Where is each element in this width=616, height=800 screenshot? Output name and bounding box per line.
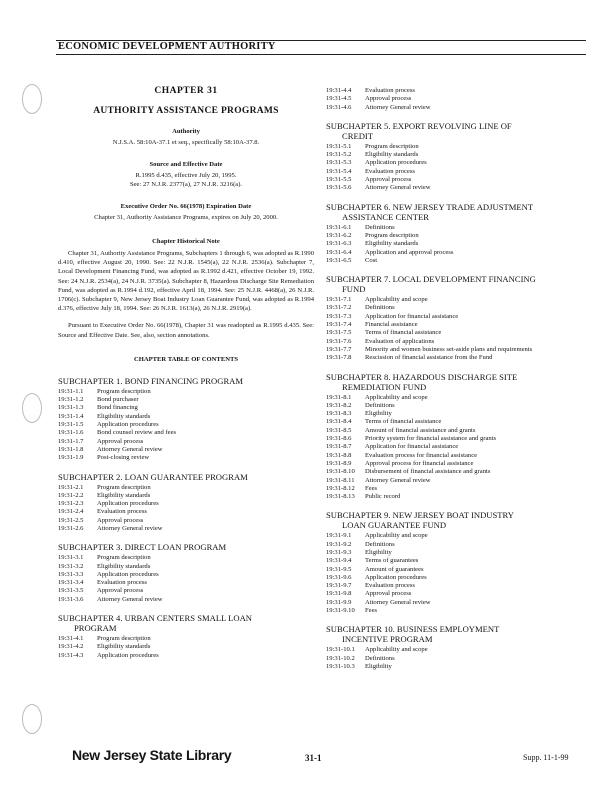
subchapter-heading-line-2: LOAN GUARANTEE FUND [342, 520, 447, 531]
toc-entry [58, 517, 314, 525]
section-title: Fees [365, 607, 378, 615]
section-title: Eligibility standards [365, 240, 419, 248]
toc-entry [326, 574, 588, 582]
section-number: 19:31-8.7 [326, 443, 352, 451]
toc-entry [326, 582, 588, 590]
section-title: Program description [97, 554, 151, 562]
punch-hole-middle [22, 393, 42, 423]
chapter-number: CHAPTER 31 [154, 86, 218, 96]
section-title: Definitions [365, 401, 395, 409]
toc-entry [58, 388, 314, 396]
toc-entry [326, 87, 588, 95]
section-number: 19:31-2.2 [58, 491, 84, 499]
section-title: Eligibility standards [97, 562, 151, 570]
section-number: 19:31-2.4 [58, 508, 84, 516]
section-number: 19:31-10.2 [326, 654, 355, 662]
section-title: Bond financing [97, 404, 138, 412]
subchapter-entries [58, 635, 314, 660]
section-number: 19:31-5.6 [326, 184, 352, 192]
toc-entry [326, 410, 588, 418]
section-title: Program description [365, 231, 419, 239]
section-title: Terms of financial assistance [365, 329, 442, 337]
section-number: 19:31-3.2 [58, 562, 84, 570]
toc-entry [326, 607, 588, 615]
section-number: 19:31-5.5 [326, 176, 352, 184]
section-title: Evaluation process for financial assistance [365, 451, 478, 459]
subchapter-entries [326, 143, 588, 193]
toc-entry [58, 446, 314, 454]
section-title: Evaluation process [97, 579, 147, 587]
section-title: Applicability and scope [365, 296, 428, 304]
subchapter-heading [326, 372, 588, 392]
subchapter-heading [326, 202, 588, 222]
toc-entry [326, 566, 588, 574]
section-title: Application procedures [97, 651, 159, 659]
subchapter-heading-line-1: SUBCHAPTER 2. LOAN GUARANTEE PROGRAM [58, 471, 248, 482]
section-title: Definitions [365, 654, 395, 662]
section-title: Approval process [97, 516, 144, 524]
section-number: 19:31-2.3 [58, 500, 84, 508]
subchapter-entries [326, 646, 588, 671]
section-number: 19:31-1.5 [58, 421, 84, 429]
section-number: 19:31-7.2 [326, 304, 352, 312]
section-number: 19:31-7.4 [326, 321, 352, 329]
section-title: Evaluation of applications [365, 337, 435, 345]
section-title: Attorney General review [97, 445, 163, 453]
section-title: Eligibility standards [97, 412, 151, 420]
section-title: Application for financial assistance [365, 312, 459, 320]
toc-entry [326, 104, 588, 112]
toc-entry [58, 454, 314, 462]
subchapter-heading-line-2: FUND [342, 284, 366, 295]
section-title: Application procedures [97, 421, 159, 429]
section-number: 19:31-8.12 [326, 484, 355, 492]
section-title: Public record [365, 493, 401, 501]
right-subchapter-list [326, 121, 588, 671]
section-title: Application procedures [97, 570, 159, 578]
toc-entry [326, 329, 588, 337]
right-column [326, 87, 588, 671]
section-number: 19:31-8.3 [326, 410, 352, 418]
history-heading: Chapter Historical Note [152, 238, 220, 245]
section-number: 19:31-5.4 [326, 167, 352, 175]
subchapter-entries [58, 554, 314, 604]
toc-entry [58, 508, 314, 516]
section-title: Application procedures [365, 159, 427, 167]
section-number: 19:31-1.9 [58, 454, 84, 462]
section-title: Program description [97, 387, 151, 395]
section-number: 19:31-7.5 [326, 329, 352, 337]
section-title: Evaluation process [365, 582, 415, 590]
section-number: 19:31-9.3 [326, 548, 352, 556]
section-title: Evaluation process [97, 508, 147, 516]
section-title: Attorney General review [365, 598, 431, 606]
toc-entry [326, 151, 588, 159]
section-number: 19:31-1.3 [58, 404, 84, 412]
section-title: Application and approval process [365, 248, 454, 256]
section-title: Eligibility [365, 662, 392, 670]
toc-entry [326, 304, 588, 312]
section-number: 19:31-9.1 [326, 532, 352, 540]
toc-entry [326, 354, 588, 362]
section-number: 19:31-9.8 [326, 590, 352, 598]
section-number: 19:31-8.9 [326, 459, 352, 467]
section-number: 19:31-6.2 [326, 231, 352, 239]
toc-entry [326, 452, 588, 460]
section-number: 19:31-9.5 [326, 565, 352, 573]
section-number: 19:31-3.6 [58, 595, 84, 603]
toc-heading: CHAPTER TABLE OF CONTENTS [133, 355, 239, 363]
section-title: Definitions [365, 540, 395, 548]
section-number: 19:31-5.2 [326, 151, 352, 159]
section-title: Evaluation process [365, 87, 415, 94]
toc-entry [326, 599, 588, 607]
toc-entry [326, 95, 588, 103]
toc-entry [326, 468, 588, 476]
subchapter-heading-line-1: SUBCHAPTER 6. NEW JERSEY TRADE ADJUSTMENT [326, 201, 534, 212]
subchapter-heading-line-2: CREDIT [342, 130, 374, 141]
toc-entry [58, 579, 314, 587]
toc-entry [326, 394, 588, 402]
toc-entry [58, 413, 314, 421]
chapter-title: AUTHORITY ASSISTANCE PROGRAMS [93, 106, 279, 116]
section-number: 19:31-9.4 [326, 557, 352, 565]
section-number: 19:31-6.5 [326, 256, 352, 264]
section-number: 19:31-1.8 [58, 445, 84, 453]
section-title: Post-closing review [97, 454, 150, 462]
section-title: Priority system for financial assistance and grants [365, 435, 497, 443]
section-title: Approval process [365, 95, 412, 103]
section-number: 19:31-8.11 [326, 476, 355, 484]
section-number: 19:31-2.5 [58, 516, 84, 524]
section-title: Program description [365, 142, 419, 150]
subchapter-entries [58, 388, 314, 463]
toc-entry [58, 596, 314, 604]
toc-entry [326, 663, 588, 671]
section-title: Program description [97, 635, 151, 643]
section-title: Program description [97, 483, 151, 491]
section-title: Applicability and scope [365, 532, 428, 540]
toc-entry [326, 159, 588, 167]
executive-order-heading: Executive Order No. 66(1978) Expiration Date [120, 203, 252, 210]
section-number: 19:31-4.2 [58, 643, 84, 651]
toc-entry [326, 249, 588, 257]
section-number: 19:31-1.4 [58, 412, 84, 420]
toc-entry [326, 338, 588, 346]
section-title: Amount of guarantees [365, 565, 424, 573]
toc-entry [58, 587, 314, 595]
section-title: Approval process [365, 176, 412, 184]
section-number: 19:31-6.3 [326, 240, 352, 248]
toc-entry [58, 438, 314, 446]
section-title: Application procedures [97, 500, 159, 508]
subchapter-heading [326, 624, 588, 644]
toc-entry [326, 240, 588, 248]
subchapter-heading-line-2: ASSISTANCE CENTER [342, 211, 429, 222]
section-title: Fees [365, 484, 378, 492]
toc-entry [58, 652, 314, 660]
toc-entry [326, 296, 588, 304]
subchapter-heading [58, 472, 314, 482]
subchapter-heading-line-1: SUBCHAPTER 5. EXPORT REVOLVING LINE OF [326, 120, 512, 131]
subchapter-heading [326, 510, 588, 530]
section-title: Terms of guarantees [365, 557, 419, 565]
subchapter-heading-line-1: SUBCHAPTER 10. BUSINESS EMPLOYMENT [326, 624, 500, 635]
section-number: 19:31-3.5 [58, 587, 84, 595]
section-title: Rescission of financial assistance from the Fund [365, 354, 493, 362]
section-number: 19:31-8.10 [326, 468, 355, 476]
toc-entry [326, 460, 588, 468]
section-number: 19:31-3.4 [58, 579, 84, 587]
section-number: 19:31-7.1 [326, 296, 352, 304]
source-heading: Source and Effective Date [149, 161, 223, 168]
section-title: Attorney General review [97, 595, 163, 603]
toc-entry [326, 346, 588, 354]
subchapter-heading-line-1: SUBCHAPTER 1. BOND FINANCING PROGRAM [58, 375, 244, 386]
left-subchapter-list [58, 376, 314, 660]
section-number: 19:31-4.3 [58, 651, 84, 659]
section-number: 19:31-1.7 [58, 437, 84, 445]
left-column [58, 86, 314, 660]
subchapter-entries [326, 224, 588, 265]
section-number: 19:31-4.6 [326, 103, 352, 111]
toc-entry [326, 402, 588, 410]
section-number: 19:31-8.4 [326, 418, 352, 426]
section-number: 19:31-8.1 [326, 393, 352, 401]
section-number: 19:31-6.1 [326, 223, 352, 231]
section-title: Eligibility [365, 548, 392, 556]
subchapter-heading-line-2: INCENTIVE PROGRAM [342, 634, 433, 645]
subchapter-heading [58, 376, 314, 386]
section-title: Definitions [365, 304, 395, 312]
section-number: 19:31-9.6 [326, 573, 352, 581]
toc-entry [326, 232, 588, 240]
punch-hole-top [22, 84, 42, 114]
toc-entry [326, 493, 588, 501]
subchapter-entries [58, 484, 314, 534]
section-number: 19:31-1.1 [58, 387, 84, 395]
section-title: Applicability and scope [365, 393, 428, 401]
subchapter-entries [326, 532, 588, 615]
source-line-2: See: 27 N.J.R. 2377(a), 27 N.J.R. 3216(a). [129, 181, 243, 188]
toc-entry [326, 549, 588, 557]
section-number: 19:31-4.5 [326, 95, 352, 103]
subchapter-heading-line-1: SUBCHAPTER 9. NEW JERSEY BOAT INDUSTRY [326, 510, 514, 521]
toc-entry [58, 492, 314, 500]
history-paragraph-2: Pursuant to Executive Order No. 66(1978), Chapter 31 was readopted as R.1995 d.435. See: Source and Effective Date. See, also, section annotations. [58, 322, 314, 339]
executive-order-text: Chapter 31, Authority Assistance Programs, expires on July 20, 2000. [94, 214, 278, 221]
continued-entries [326, 87, 588, 112]
section-title: Amount of financial assistance and grants [365, 426, 476, 434]
section-number: 19:31-5.1 [326, 142, 352, 150]
subchapter-heading-line-2: REMEDIATION FUND [342, 381, 427, 392]
toc-entry [58, 635, 314, 643]
toc-entry [326, 143, 588, 151]
section-title: Attorney General review [365, 184, 431, 192]
subchapter-heading-line-2: PROGRAM [74, 623, 117, 634]
subchapter-heading [326, 274, 588, 294]
toc-entry [326, 321, 588, 329]
toc-entry [326, 435, 588, 443]
section-title: Application for financial assistance [365, 443, 459, 451]
section-number: 19:31-3.1 [58, 554, 84, 562]
subchapter-heading-line-1: SUBCHAPTER 3. DIRECT LOAN PROGRAM [58, 542, 227, 553]
toc-entry [326, 443, 588, 451]
toc-entry [58, 643, 314, 651]
section-title: Application procedures [365, 573, 427, 581]
toc-entry [326, 646, 588, 654]
section-title: Bond purchaser [97, 396, 139, 404]
section-number: 19:31-7.7 [326, 345, 352, 353]
toc-entry [58, 571, 314, 579]
section-title: Attorney General review [365, 103, 431, 111]
subchapter-entries [326, 296, 588, 362]
section-number: 19:31-4.4 [326, 87, 352, 94]
toc-entry [326, 257, 588, 265]
section-number: 19:31-2.1 [58, 483, 84, 491]
section-number: 19:31-6.4 [326, 248, 352, 256]
section-number: 19:31-1.6 [58, 429, 84, 437]
section-title: Disbursement of financial assistance and grants [365, 468, 491, 476]
toc-entry [326, 427, 588, 435]
toc-entry [58, 429, 314, 437]
subchapter-heading [58, 613, 314, 633]
section-title: Bond counsel review and fees [97, 429, 177, 437]
section-number: 19:31-10.1 [326, 646, 355, 654]
section-title: Approval process for financial assistance [365, 459, 474, 467]
library-stamp: New Jersey State Library [72, 747, 232, 763]
source-line-1: R.1995 d.435, effective July 20, 1995. [135, 172, 237, 179]
toc-entry [326, 532, 588, 540]
toc-entry [326, 176, 588, 184]
section-number: 19:31-8.5 [326, 426, 352, 434]
section-number: 19:31-10.3 [326, 662, 355, 670]
section-title: Eligibility [365, 410, 392, 418]
header-rule [56, 54, 586, 55]
section-title: Attorney General review [97, 524, 163, 532]
section-number: 19:31-3.3 [58, 570, 84, 578]
history-paragraph-1: Chapter 31, Authority Assistance Programs, Subchapters 1 through 6, was adopted as R.1990 d.410, effective August 20, 1990. See: 22 N.J.R. 1545(a), 22 N.J.R. 2536(a). Subchapter 7, Local Development Financing Fund, was adopted as R.1992 d.421, effective October 19, 1992. See: 24 N.J.R. 2534(a), 24 N.J.R. 3735(a). Subchapter 8, Hazardous Discharge Site Remediation Fund, was adopted as R.1994 d.192, effective April 18, 1994. See: 25 N.J.R. 4468(a), 26 N.J.R. 1706(c). Subchapter 9, New Jersey Boat Industry Loan Guarantee Fund, was adopted as R.1994 d.376, effective July 18, 1994. See: 26 N.J.R. 1613(a), 26 N.J.R. 2919(a). [58, 250, 314, 313]
section-number: 19:31-8.6 [326, 435, 352, 443]
section-title: Terms of financial assistance [365, 418, 442, 426]
toc-entry [58, 404, 314, 412]
toc-entry [326, 224, 588, 232]
section-title: Minority and women business set-aside plans and requirements [365, 345, 533, 353]
section-title: Cost [365, 256, 378, 264]
toc-entry [326, 541, 588, 549]
subchapter-heading-line-1: SUBCHAPTER 7. LOCAL DEVELOPMENT FINANCING [326, 274, 536, 285]
section-title: Evaluation process [365, 167, 415, 175]
toc-entry [326, 557, 588, 565]
section-title: Approval process [365, 590, 412, 598]
section-number: 19:31-8.13 [326, 493, 355, 501]
section-title: Approval process [97, 587, 144, 595]
toc-entry [326, 313, 588, 321]
authority-heading: Authority [172, 128, 200, 135]
toc-entry [58, 396, 314, 404]
toc-entry [326, 168, 588, 176]
subchapter-heading [326, 121, 588, 141]
toc-entry [326, 418, 588, 426]
toc-entry [326, 655, 588, 663]
toc-entry [326, 590, 588, 598]
toc-entry [58, 525, 314, 533]
section-number: 19:31-7.8 [326, 354, 352, 362]
section-number: 19:31-7.3 [326, 312, 352, 320]
toc-entry [326, 477, 588, 485]
toc-entry [58, 500, 314, 508]
page-number: 31-1 [305, 753, 322, 763]
section-title: Eligibility standards [97, 643, 151, 651]
subchapter-heading-line-1: SUBCHAPTER 8. HAZARDOUS DISCHARGE SITE [326, 371, 518, 382]
toc-entry [58, 554, 314, 562]
section-title: Eligibility standards [365, 151, 419, 159]
section-title: Approval process [97, 437, 144, 445]
section-number: 19:31-1.2 [58, 396, 84, 404]
section-number: 19:31-9.9 [326, 598, 352, 606]
section-number: 19:31-2.6 [58, 524, 84, 532]
supplement-date: Supp. 11-1-99 [523, 753, 569, 762]
section-title: Financial assistance [365, 321, 418, 329]
running-header: ECONOMIC DEVELOPMENT AUTHORITY [58, 41, 276, 52]
section-number: 19:31-9.7 [326, 582, 352, 590]
toc-entry [326, 184, 588, 192]
punch-hole-bottom [22, 704, 42, 734]
section-number: 19:31-8.2 [326, 401, 352, 409]
section-number: 19:31-7.6 [326, 337, 352, 345]
section-number: 19:31-9.2 [326, 540, 352, 548]
toc-entry [58, 563, 314, 571]
toc-entry [58, 484, 314, 492]
authority-text: N.J.S.A. 58:10A-37.1 et seq., specifically 58:10A-37.8. [112, 139, 260, 146]
section-title: Definitions [365, 223, 395, 231]
section-number: 19:31-5.3 [326, 159, 352, 167]
section-number: 19:31-9.10 [326, 607, 355, 615]
section-title: Attorney General review [365, 476, 431, 484]
section-number: 19:31-4.1 [58, 635, 84, 643]
toc-entry [58, 421, 314, 429]
subchapter-entries [326, 394, 588, 502]
toc-entry [326, 485, 588, 493]
section-title: Eligibility standards [97, 491, 151, 499]
section-number: 19:31-8.8 [326, 451, 352, 459]
subchapter-heading-line-1: SUBCHAPTER 4. URBAN CENTERS SMALL LOAN [58, 613, 253, 624]
section-title: Applicability and scope [365, 646, 428, 654]
subchapter-heading [58, 542, 314, 552]
